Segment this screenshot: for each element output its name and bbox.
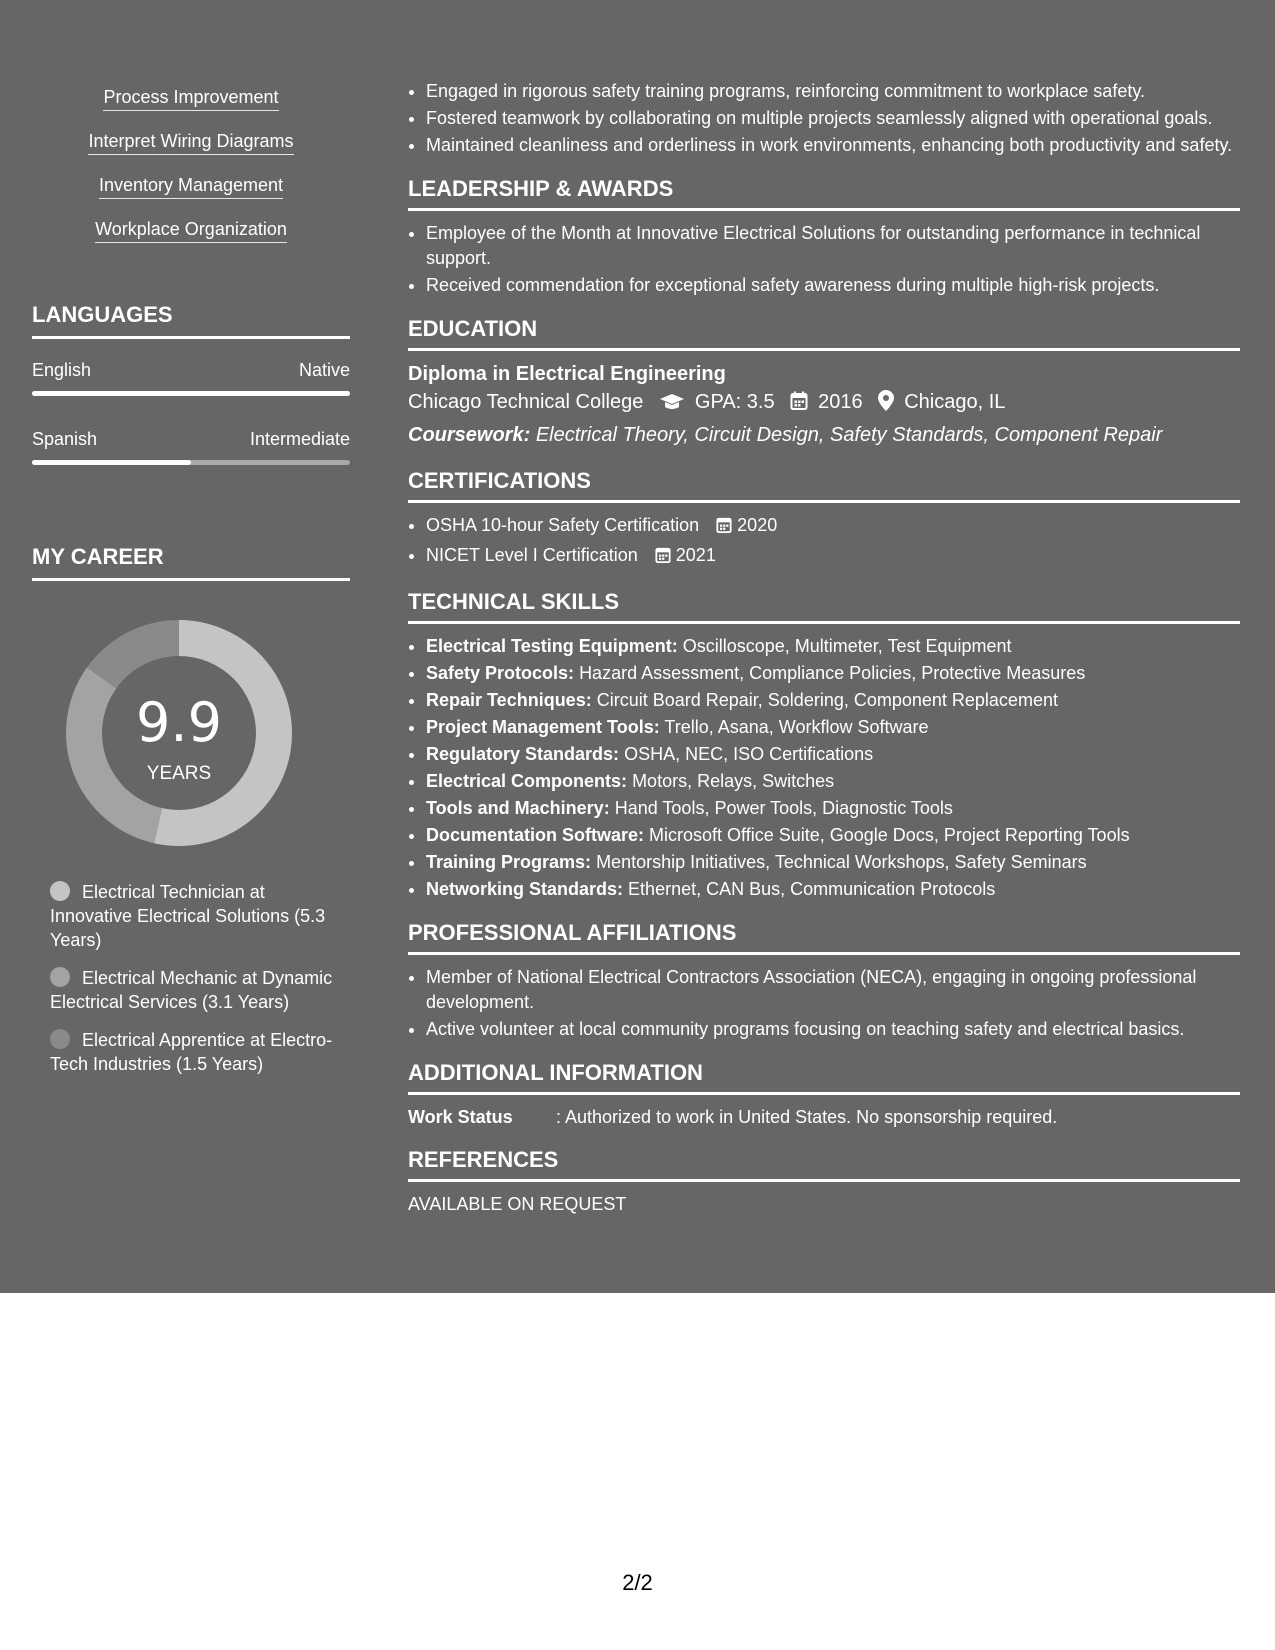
- technical-skill-label: Documentation Software:: [426, 825, 645, 845]
- calendar-icon: [790, 390, 808, 420]
- education-degree: Diploma in Electrical Engineering: [408, 363, 726, 385]
- technical-skill-value: Ethernet, CAN Bus, Communication Protocols: [628, 879, 996, 899]
- career-legend-dot: [50, 881, 70, 901]
- career-total-value: 9.9: [136, 691, 222, 754]
- technical-skill-value: Hand Tools, Power Tools, Diagnostic Tools: [614, 798, 953, 818]
- additional-info-heading: ADDITIONAL INFORMATION: [408, 1060, 1240, 1095]
- certifications-list: [408, 513, 1240, 571]
- technical-skill-label: Networking Standards:: [426, 879, 624, 899]
- career-legend-dot: [50, 967, 70, 987]
- career-item: [50, 880, 340, 952]
- career-heading: MY CAREER: [32, 544, 350, 581]
- career-donut-chart: [66, 620, 292, 846]
- career-list: [50, 880, 340, 1090]
- skill-tag: Interpret Wiring Diagrams: [88, 130, 293, 155]
- language-bar: [32, 391, 350, 396]
- skills-list: [32, 86, 350, 262]
- technical-skill-value: Trello, Asana, Workflow Software: [664, 717, 929, 737]
- certification-date: [655, 545, 716, 565]
- technical-skill-label: Project Management Tools:: [426, 717, 660, 737]
- references-heading: REFERENCES: [408, 1147, 1240, 1182]
- calendar-icon: [716, 516, 732, 541]
- education-meta: [408, 387, 1240, 420]
- technical-skill-item: [426, 742, 1240, 767]
- technical-skill-label: Electrical Components:: [426, 771, 628, 791]
- main-column: [408, 79, 1240, 1216]
- certification-date: [716, 515, 777, 535]
- experience-bullets: [408, 79, 1240, 158]
- languages-heading: LANGUAGES: [32, 302, 350, 339]
- education-year: 2016: [818, 391, 863, 413]
- work-status-row: [408, 1105, 1240, 1129]
- technical-skill-item: [426, 715, 1240, 740]
- work-status-label: Work Status: [408, 1107, 513, 1127]
- technical-skill-label: Tools and Machinery:: [426, 798, 610, 818]
- experience-bullet: • Engaged in rigorous safety training programs, reinforcing commitment to workplace safety.: [426, 79, 1240, 104]
- language-level: Native: [298, 360, 350, 380]
- technical-skill-value: Hazard Assessment, Compliance Policies, Protective Measures: [579, 663, 1086, 683]
- language-name: Spanish: [32, 429, 98, 449]
- career-legend-dot: [50, 1029, 70, 1049]
- technical-skill-value: Circuit Board Repair, Soldering, Component Replacement: [596, 690, 1058, 710]
- affiliations-list: [408, 965, 1240, 1042]
- technical-skill-value: OSHA, NEC, ISO Certifications: [624, 744, 874, 764]
- career-item-text: Electrical Apprentice at Electro-Tech Industries (1.5 Years): [50, 1030, 333, 1074]
- career-item-text: Electrical Mechanic at Dynamic Electrical Services (3.1 Years): [50, 968, 333, 1012]
- graduation-cap-icon: [659, 390, 685, 420]
- certification-year: 2021: [675, 545, 716, 565]
- certification-item: [426, 543, 1240, 571]
- certification-name: OSHA 10-hour Safety Certification: [426, 515, 700, 535]
- career-total-unit: YEARS: [146, 763, 212, 784]
- technical-skill-item: [426, 661, 1240, 686]
- education-heading: EDUCATION: [408, 316, 1240, 351]
- technical-skill-item: [426, 823, 1240, 848]
- leadership-item: • Employee of the Month at Innovative Electrical Solutions for outstanding performance in technical support.: [426, 221, 1240, 271]
- technical-skill-item: [426, 634, 1240, 659]
- technical-skill-item: [426, 877, 1240, 902]
- leadership-list: [408, 221, 1240, 298]
- certification-year: 2020: [737, 515, 778, 535]
- technical-skill-item: [426, 850, 1240, 875]
- technical-skill-label: Electrical Testing Equipment:: [426, 636, 678, 656]
- technical-skill-label: Training Programs:: [426, 852, 592, 872]
- technical-skill-item: [426, 796, 1240, 821]
- coursework-label: Coursework:: [408, 424, 531, 446]
- language-bar: [32, 460, 350, 465]
- technical-skills-heading: TECHNICAL SKILLS: [408, 589, 1240, 624]
- language-bar-fill: [32, 460, 191, 465]
- experience-bullet: • Maintained cleanliness and orderliness in work environments, enhancing both productivity and safety.: [426, 133, 1240, 158]
- career-item-text: Electrical Technician at Innovative Electrical Solutions (5.3 Years): [50, 882, 326, 950]
- technical-skill-label: Repair Techniques:: [426, 690, 592, 710]
- leadership-heading: LEADERSHIP & AWARDS: [408, 176, 1240, 211]
- coursework-list: Electrical Theory, Circuit Design, Safety Standards, Component Repair: [535, 424, 1163, 446]
- career-item: [50, 966, 340, 1014]
- technical-skill-value: Motors, Relays, Switches: [632, 771, 835, 791]
- experience-bullet: • Fostered teamwork by collaborating on multiple projects seamlessly aligned with operational goals.: [426, 106, 1240, 131]
- calendar-icon: [655, 546, 671, 571]
- education-gpa: GPA: 3.5: [694, 391, 775, 413]
- affiliation-item: • Active volunteer at local community programs focusing on teaching safety and electrical basics.: [426, 1017, 1240, 1042]
- education-coursework: [408, 420, 1240, 450]
- work-status-value: : Authorized to work in United States. No sponsorship required.: [556, 1107, 1058, 1127]
- education-school: Chicago Technical College: [408, 391, 644, 413]
- leadership-item: • Received commendation for exceptional safety awareness during multiple high-risk projects.: [426, 273, 1240, 298]
- technical-skill-item: [426, 769, 1240, 794]
- technical-skill-item: [426, 688, 1240, 713]
- location-pin-icon: [878, 390, 894, 420]
- language-bar-fill: [32, 391, 350, 396]
- certifications-heading: CERTIFICATIONS: [408, 468, 1240, 503]
- technical-skill-label: Regulatory Standards:: [426, 744, 620, 764]
- language-level: Intermediate: [249, 429, 350, 449]
- technical-skill-label: Safety Protocols:: [426, 663, 575, 683]
- education-location: Chicago, IL: [904, 391, 1006, 413]
- technical-skill-value: Microsoft Office Suite, Google Docs, Project Reporting Tools: [649, 825, 1130, 845]
- certification-name: NICET Level I Certification: [426, 545, 638, 565]
- affiliations-heading: PROFESSIONAL AFFILIATIONS: [408, 920, 1240, 955]
- skill-tag: Process Improvement: [103, 86, 278, 111]
- certification-item: [426, 513, 1240, 541]
- references-text: AVAILABLE ON REQUEST: [408, 1194, 627, 1214]
- career-item: [50, 1028, 340, 1076]
- skill-tag: Workplace Organization: [95, 218, 287, 243]
- skill-tag: Inventory Management: [99, 174, 283, 199]
- page-number: 2/2: [622, 1570, 653, 1595]
- technical-skills-list: [408, 634, 1240, 902]
- technical-skill-value: Mentorship Initiatives, Technical Workshops, Safety Seminars: [596, 852, 1087, 872]
- affiliation-item: • Member of National Electrical Contractors Association (NECA), engaging in ongoing professional development.: [426, 965, 1240, 1015]
- technical-skill-value: Oscilloscope, Multimeter, Test Equipment: [682, 636, 1012, 656]
- language-name: English: [32, 360, 92, 380]
